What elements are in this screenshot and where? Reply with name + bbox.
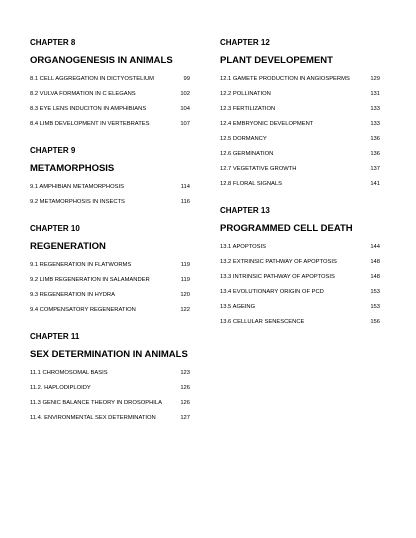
chapter-entries (30, 366, 190, 426)
toc-entry (30, 381, 190, 396)
toc-entry (220, 300, 380, 315)
toc-entry-page-number: 120 (180, 292, 190, 298)
toc-entry-text: 13.3 INTRINSIC PATHWAY OF APOPTOSIS (220, 274, 335, 280)
toc-entry (220, 240, 380, 255)
chapter-entries (30, 258, 190, 318)
toc-entry (30, 117, 190, 132)
toc-entry-text: 13.6 CELLULAR SENESCENCE (220, 319, 305, 325)
toc-entry-text: 12.5 DORMANCY (220, 136, 267, 142)
chapter-title: SEX DETERMINATION IN ANIMALS (30, 349, 188, 360)
toc-entry-text: 13.2 EXTRINSIC PATHWAY OF APOPTOSIS (220, 259, 337, 265)
chapter-title: ORGANOGENESIS IN ANIMALS (30, 55, 173, 66)
toc-entry (220, 72, 380, 87)
chapter-block (220, 206, 380, 330)
toc-column-right (220, 38, 380, 344)
toc-entry-text: 9.3 REGENERATION IN HYDRA (30, 292, 115, 298)
toc-entry (220, 117, 380, 132)
toc-entry (30, 303, 190, 318)
toc-entry-text: 11.4. ENVIRONMENTAL SEX DETERMINATION (30, 415, 156, 421)
toc-entry (30, 72, 190, 87)
toc-entry-text: 8.3 EYE LENS INDUCITON IN AMPHIBIANS (30, 106, 147, 112)
toc-entry-page-number: 126 (180, 385, 190, 391)
toc-entry (30, 366, 190, 381)
toc-entry (30, 258, 190, 273)
chapter-label: CHAPTER 11 (30, 332, 80, 341)
chapter-block (30, 146, 190, 210)
toc-entry-text: 8.1 CELL AGGREGATION IN DICTYOSTELIUM (30, 76, 155, 82)
chapter-block (30, 38, 190, 132)
toc-entry-page-number: 131 (370, 91, 380, 97)
chapter-label: CHAPTER 12 (220, 38, 270, 47)
toc-entry-text: 12.3 FERTILIZATION (220, 106, 276, 112)
toc-entry (30, 180, 190, 195)
toc-entry (30, 273, 190, 288)
toc-entry (220, 132, 380, 147)
chapter-title: REGENERATION (30, 241, 106, 252)
chapter-block (30, 332, 190, 426)
chapter-label: CHAPTER 13 (220, 206, 270, 215)
toc-entry-page-number: 129 (370, 76, 380, 82)
toc-entry-page-number: 99 (183, 76, 190, 82)
toc-entry-page-number: 119 (180, 277, 190, 283)
toc-entry-text: 13.5 AGEING (220, 304, 256, 310)
toc-entry (220, 162, 380, 177)
toc-entry-page-number: 126 (180, 400, 190, 406)
toc-entry (30, 102, 190, 117)
toc-entry-text: 8.4 LIMB DEVELOPMENT IN VERTEBRATES (30, 121, 150, 127)
toc-entry-page-number: 153 (370, 304, 380, 310)
toc-entry (220, 315, 380, 330)
chapter-entries (220, 240, 380, 330)
toc-entry-page-number: 107 (180, 121, 190, 127)
toc-entry-text: 11.1 CHROMOSOMAL BASIS (30, 370, 108, 376)
toc-entry-text: 12.8 FLORAL SIGNALS (220, 181, 282, 187)
toc-entry-page-number: 148 (370, 259, 380, 265)
chapter-label: CHAPTER 8 (30, 38, 76, 47)
toc-entry-text: 12.7 VEGETATIVE GROWTH (220, 166, 297, 172)
chapter-entries (220, 72, 380, 192)
toc-entry-text: 9.4 COMPENSATORY REGENERATION (30, 307, 136, 313)
toc-entry-page-number: 136 (370, 136, 380, 142)
toc-entry (220, 102, 380, 117)
toc-entry (30, 411, 190, 426)
toc-entry (30, 87, 190, 102)
chapter-entries (30, 72, 190, 132)
chapter-title: METAMORPHOSIS (30, 163, 115, 174)
toc-entry-page-number: 104 (180, 106, 190, 112)
toc-entry (220, 255, 380, 270)
toc-entry-page-number: 136 (370, 151, 380, 157)
toc-entry-page-number: 144 (370, 244, 380, 250)
chapter-block (220, 38, 380, 192)
toc-entry-text: 9.1 REGENERATION IN FLATWORMS (30, 262, 132, 268)
chapter-title: PROGRAMMED CELL DEATH (220, 223, 353, 234)
toc-entry-page-number: 127 (180, 415, 190, 421)
toc-entry-text: 9.1 AMPHIBIAN METAMORPHOSIS (30, 184, 124, 190)
toc-entry-page-number: 133 (370, 121, 380, 127)
toc-column-left (30, 38, 190, 440)
toc-entry-page-number: 123 (180, 370, 190, 376)
chapter-entries (30, 180, 190, 210)
chapter-label: CHAPTER 9 (30, 146, 76, 155)
toc-entry-text: 8.2 VULVA FORMATION IN C ELEGANS (30, 91, 136, 97)
toc-entry-page-number: 156 (370, 319, 380, 325)
toc-entry-text: 9.2 LIMB REGENERATION IN SALAMANDER (30, 277, 150, 283)
chapter-block (30, 224, 190, 318)
toc-entry-page-number: 119 (180, 262, 190, 268)
toc-entry-page-number: 116 (180, 199, 190, 205)
chapter-title: PLANT DEVELOPEMENT (220, 55, 333, 66)
toc-entry (30, 288, 190, 303)
toc-entry (30, 396, 190, 411)
toc-entry-text: 13.4 EVOLUTIONARY ORIGIN OF PCD (220, 289, 324, 295)
toc-entry (220, 177, 380, 192)
toc-entry (220, 147, 380, 162)
toc-entry (220, 285, 380, 300)
toc-entry-page-number: 148 (370, 274, 380, 280)
toc-entry-page-number: 137 (370, 166, 380, 172)
toc-entry-page-number: 141 (370, 181, 380, 187)
toc-entry-text: 12.2 POLLINATION (220, 91, 271, 97)
toc-entry-text: 11.2. HAPLODIPLOIDY (30, 385, 91, 391)
toc-entry-text: 11.3 GENIC BALANCE THEORY IN DROSOPHILA (30, 400, 162, 406)
toc-entry-page-number: 122 (180, 307, 190, 313)
toc-entry-text: 12.6 GERMINATION (220, 151, 274, 157)
toc-entry-page-number: 102 (180, 91, 190, 97)
toc-entry (30, 195, 190, 210)
toc-entry-text: 12.4 EMBRYONIC DEVELOPMENT (220, 121, 314, 127)
chapter-label: CHAPTER 10 (30, 224, 80, 233)
toc-entry (220, 87, 380, 102)
toc-entry-page-number: 133 (370, 106, 380, 112)
toc-entry-text: 13.1 APOPTOSIS (220, 244, 266, 250)
toc-entry (220, 270, 380, 285)
toc-entry-text: 9.2 METAMORPHOSIS IN INSECTS (30, 199, 125, 205)
toc-entry-text: 12.1 GAMETE PRODUCTION IN ANGIOSPERMS (220, 76, 350, 82)
toc-entry-page-number: 153 (370, 289, 380, 295)
toc-entry-page-number: 114 (180, 184, 190, 190)
